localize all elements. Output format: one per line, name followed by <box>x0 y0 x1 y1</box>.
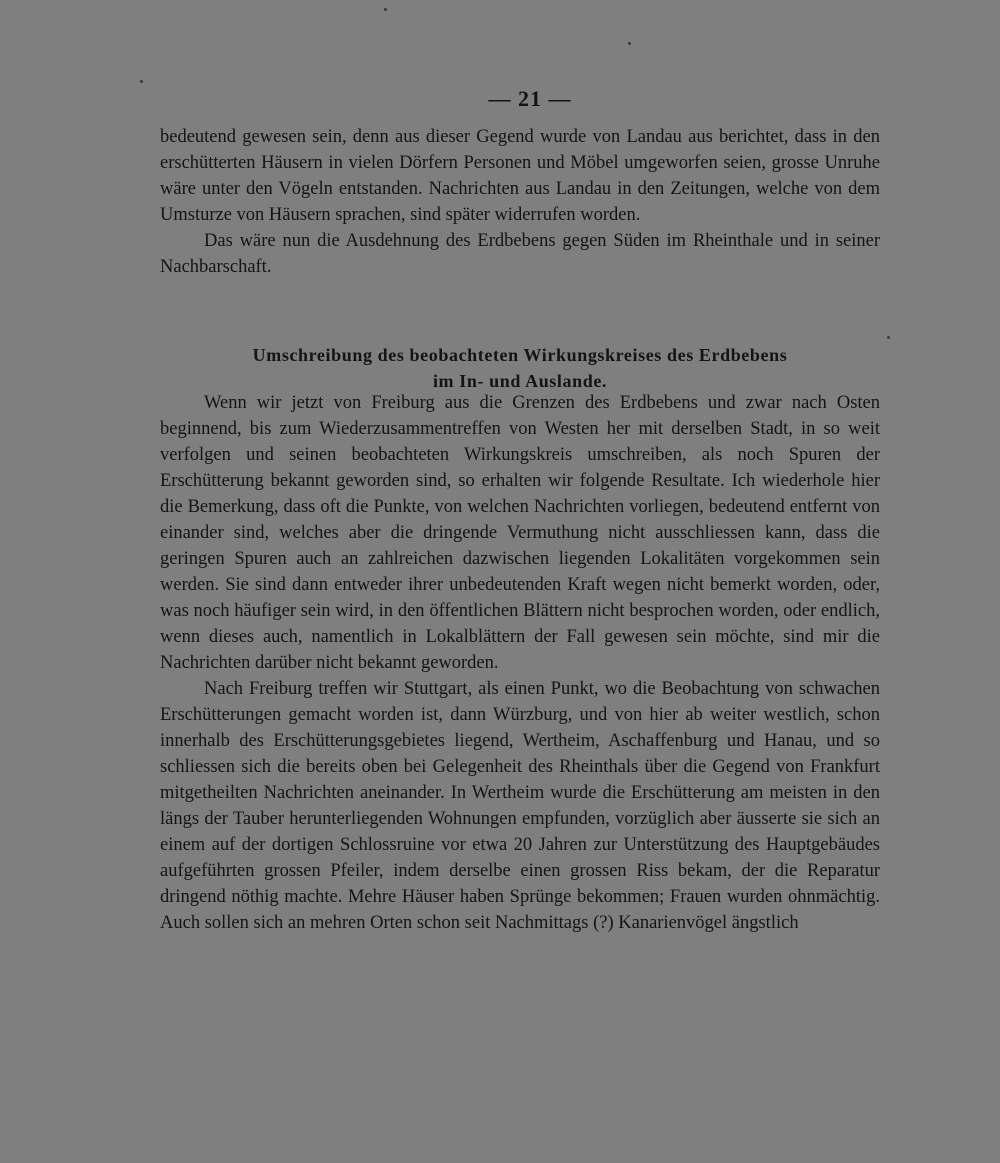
paragraph-stuttgart-wertheim: Nach Freiburg treffen wir Stuttgart, als einen Punkt, wo die Beobachtung von schwachen Erschütterungen gemacht worden ist, dann Würzburg, und von hier ab weiter westlich, schon innerhalb des Erschütterungsgebietes liegend, Wertheim, Aschaffenburg und Hanau, und so schliessen sich die bereits oben bei Gelegenheit des Rheinthals über die Gegend von Frankfurt mitgetheilten Nachrichten aneinander. In Wertheim wurde die Erschütterung am meisten in den längs der Tauber herunterliegenden Wohnungen empfunden, vorzüglich aber äusserte sie sich an einem auf der dortigen Schlossruine vor etwa 20 Jahren zur Unterstützung des Hauptgebäudes aufgeführten grossen Pfeiler, indem derselbe einen grossen Riss bekam, der die Reparatur dringend nöthig machte. Mehre Häuser haben Sprünge bekommen; Frauen wurden ohnmächtig. Auch sollen sich an mehren Orten schon seit Nachmittags (?) Kanarienvögel ängstlich <box>160 679 880 933</box>
section-heading-line-1: Umschreibung des beobachteten Wirkungskreises des Erdbebens <box>252 345 788 365</box>
section-heading <box>160 342 880 394</box>
paragraph-continuation: bedeutend gewesen sein, denn aus dieser Gegend wurde von Landau aus berichtet, dass in den erschütterten Häusern in vielen Dörfern Personen und Möbel umgeworfen seien, grosse Unruhe wäre unter den Vögeln entstanden. Nachrichten aus Landau in den Zeitungen, welche von dem Umsturze von Häusern sprachen, sind später widerrufen worden. <box>160 127 880 225</box>
section-heading-line-2: im In- und Auslande. <box>432 371 608 391</box>
text-block-top <box>160 124 880 280</box>
page-number: — 21 — <box>488 86 572 111</box>
scan-speck <box>140 80 143 83</box>
scan-speck <box>887 336 890 339</box>
scan-speck <box>384 8 387 11</box>
paragraph-rheinthal-summary: Das wäre nun die Ausdehnung des Erdbebens gegen Süden im Rheinthale und in seiner Nachbarschaft. <box>160 231 880 277</box>
scan-speck <box>628 42 631 45</box>
paragraph-freiburg-intro: Wenn wir jetzt von Freiburg aus die Grenzen des Erdbebens und zwar nach Osten beginnend, bis zum Wiederzusammentreffen von Westen her mit derselben Stadt, in so weit verfolgen und seinen beobachteten Wirkungskreis umschreiben, als noch Spuren der Erschütterung bekannt geworden sind, so erhalten wir folgende Resultate. Ich wiederhole hier die Bemerkung, dass oft die Punkte, von welchen Nachrichten vorliegen, bedeutend entfernt von einander sind, welches aber die dringende Vermuthung nicht ausschliessen kann, dass die geringen Spuren auch an zahlreichen dazwischen liegenden Lokalitäten vorgekommen sein werden. Sie sind dann entweder ihrer unbedeutenden Kraft wegen nicht bemerkt worden, oder, was noch häufiger sein wird, in den öffentlichen Blättern nicht besprochen worden, oder endlich, wenn dieses auch, namentlich in Lokalblättern der Fall gewesen sein möchte, sind mir die Nachrichten darüber nicht bekannt geworden. <box>160 393 880 673</box>
text-block-bottom <box>160 390 880 936</box>
